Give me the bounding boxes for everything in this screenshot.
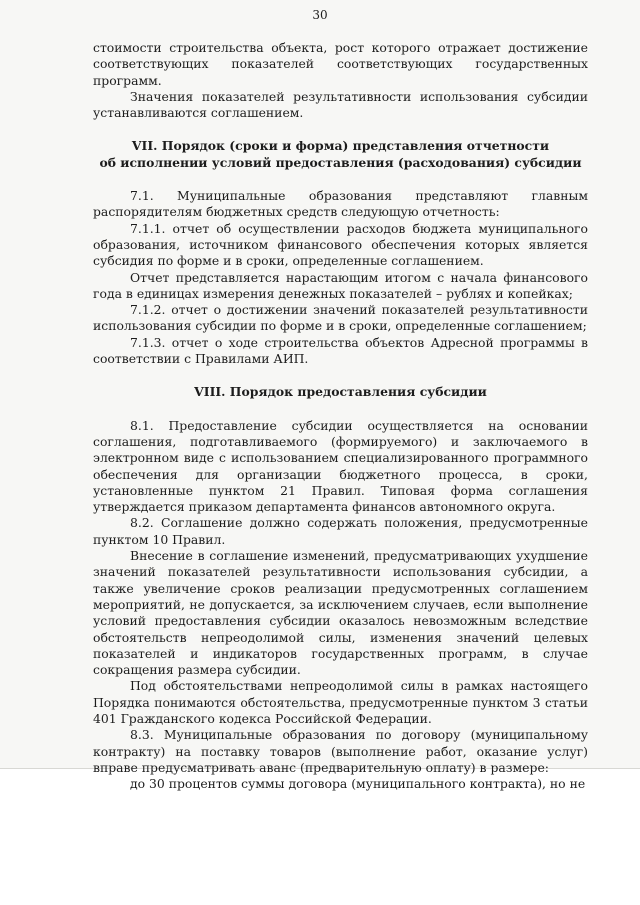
paragraph: Отчет представляется нарастающим итогом с начала финансового года в единицах измерения денежных показателей – рублях и копейках; (93, 269, 588, 301)
paragraph-7-1-1: 7.1.1. отчет об осуществлении расходов бюджета муниципального образования, источником финансового обеспечения которых является субсидия по форме и в сроки, определенные соглашением. (93, 220, 588, 269)
section-heading-viii: VIII. Порядок предоставления субсидии (194, 384, 487, 400)
paragraph-8-1: 8.1. Предоставление субсидии осуществляется на основании соглашения, подготавливаемого (формируемого) и заключаемого в электронном виде с использованием специализированного программного обеспечения для организации бюджетного процесса, в сроки, установленные пунктом 21 Правил. Типовая форма соглашения утверждается приказом департамента финансов автономного округа. (93, 417, 588, 515)
paragraph-7-1-3: 7.1.3. отчет о ходе строительства объектов Адресной программы в соответствии с Правилами АИП. (93, 334, 588, 367)
paragraph-8-2: 8.2. Соглашение должно содержать положения, предусмотренные пунктом 10 Правил. (93, 515, 588, 547)
paragraph-7-1: 7.1. Муниципальные образования представляют главным распорядителям бюджетных средств следующую отчетность: (93, 188, 588, 220)
document-body (93, 40, 588, 792)
paragraph: Внесение в соглашение изменений, предусматривающих ухудшение значений показателей результативности использования субсидии, а также увеличение сроков реализации предусмотренных соглашением мероприятий, не допускается, за исключением случаев, если выполнение условий предоставления субсидии оказалось невозможным вследствие обстоятельств непреодолимой силы, изменения значений целевых показателей и индикаторов государственных программ, в случае сокращения размера субсидии. (93, 548, 588, 678)
paragraph-7-1-2: 7.1.2. отчет о достижении значений показателей результативности использования субсидии по форме и в сроки, определенные соглашением; (93, 302, 588, 334)
section-heading-line: VII. Порядок (сроки и форма) представления отчетности (131, 138, 550, 154)
paragraph: стоимости строительства объекта, рост которого отражает достижение соответствующих показателей соответствующих государственных программ. (93, 40, 588, 88)
paragraph: до 30 процентов суммы договора (муниципального контракта), но не (130, 776, 586, 792)
paragraph-8-3: 8.3. Муниципальные образования по договору (муниципальному контракту) на поставку товаров (выполнение работ, оказание услуг) вправе предусматривать аванс (предварительную оплату) в размере: (93, 727, 588, 775)
page-number: 30 (312, 8, 328, 22)
paragraph: Под обстоятельствами непреодолимой силы в рамках настоящего Порядка понимаются обстоятельства, предусмотренные пунктом 3 статьи 401 Гражданского кодекса Российской Федерации. (93, 678, 588, 726)
paragraph: Значения показателей результативности использования субсидии устанавливаются соглашением. (93, 88, 588, 121)
section-heading-line: об исполнении условий предоставления (расходования) субсидии (99, 154, 582, 170)
section-heading-vii (93, 138, 588, 171)
